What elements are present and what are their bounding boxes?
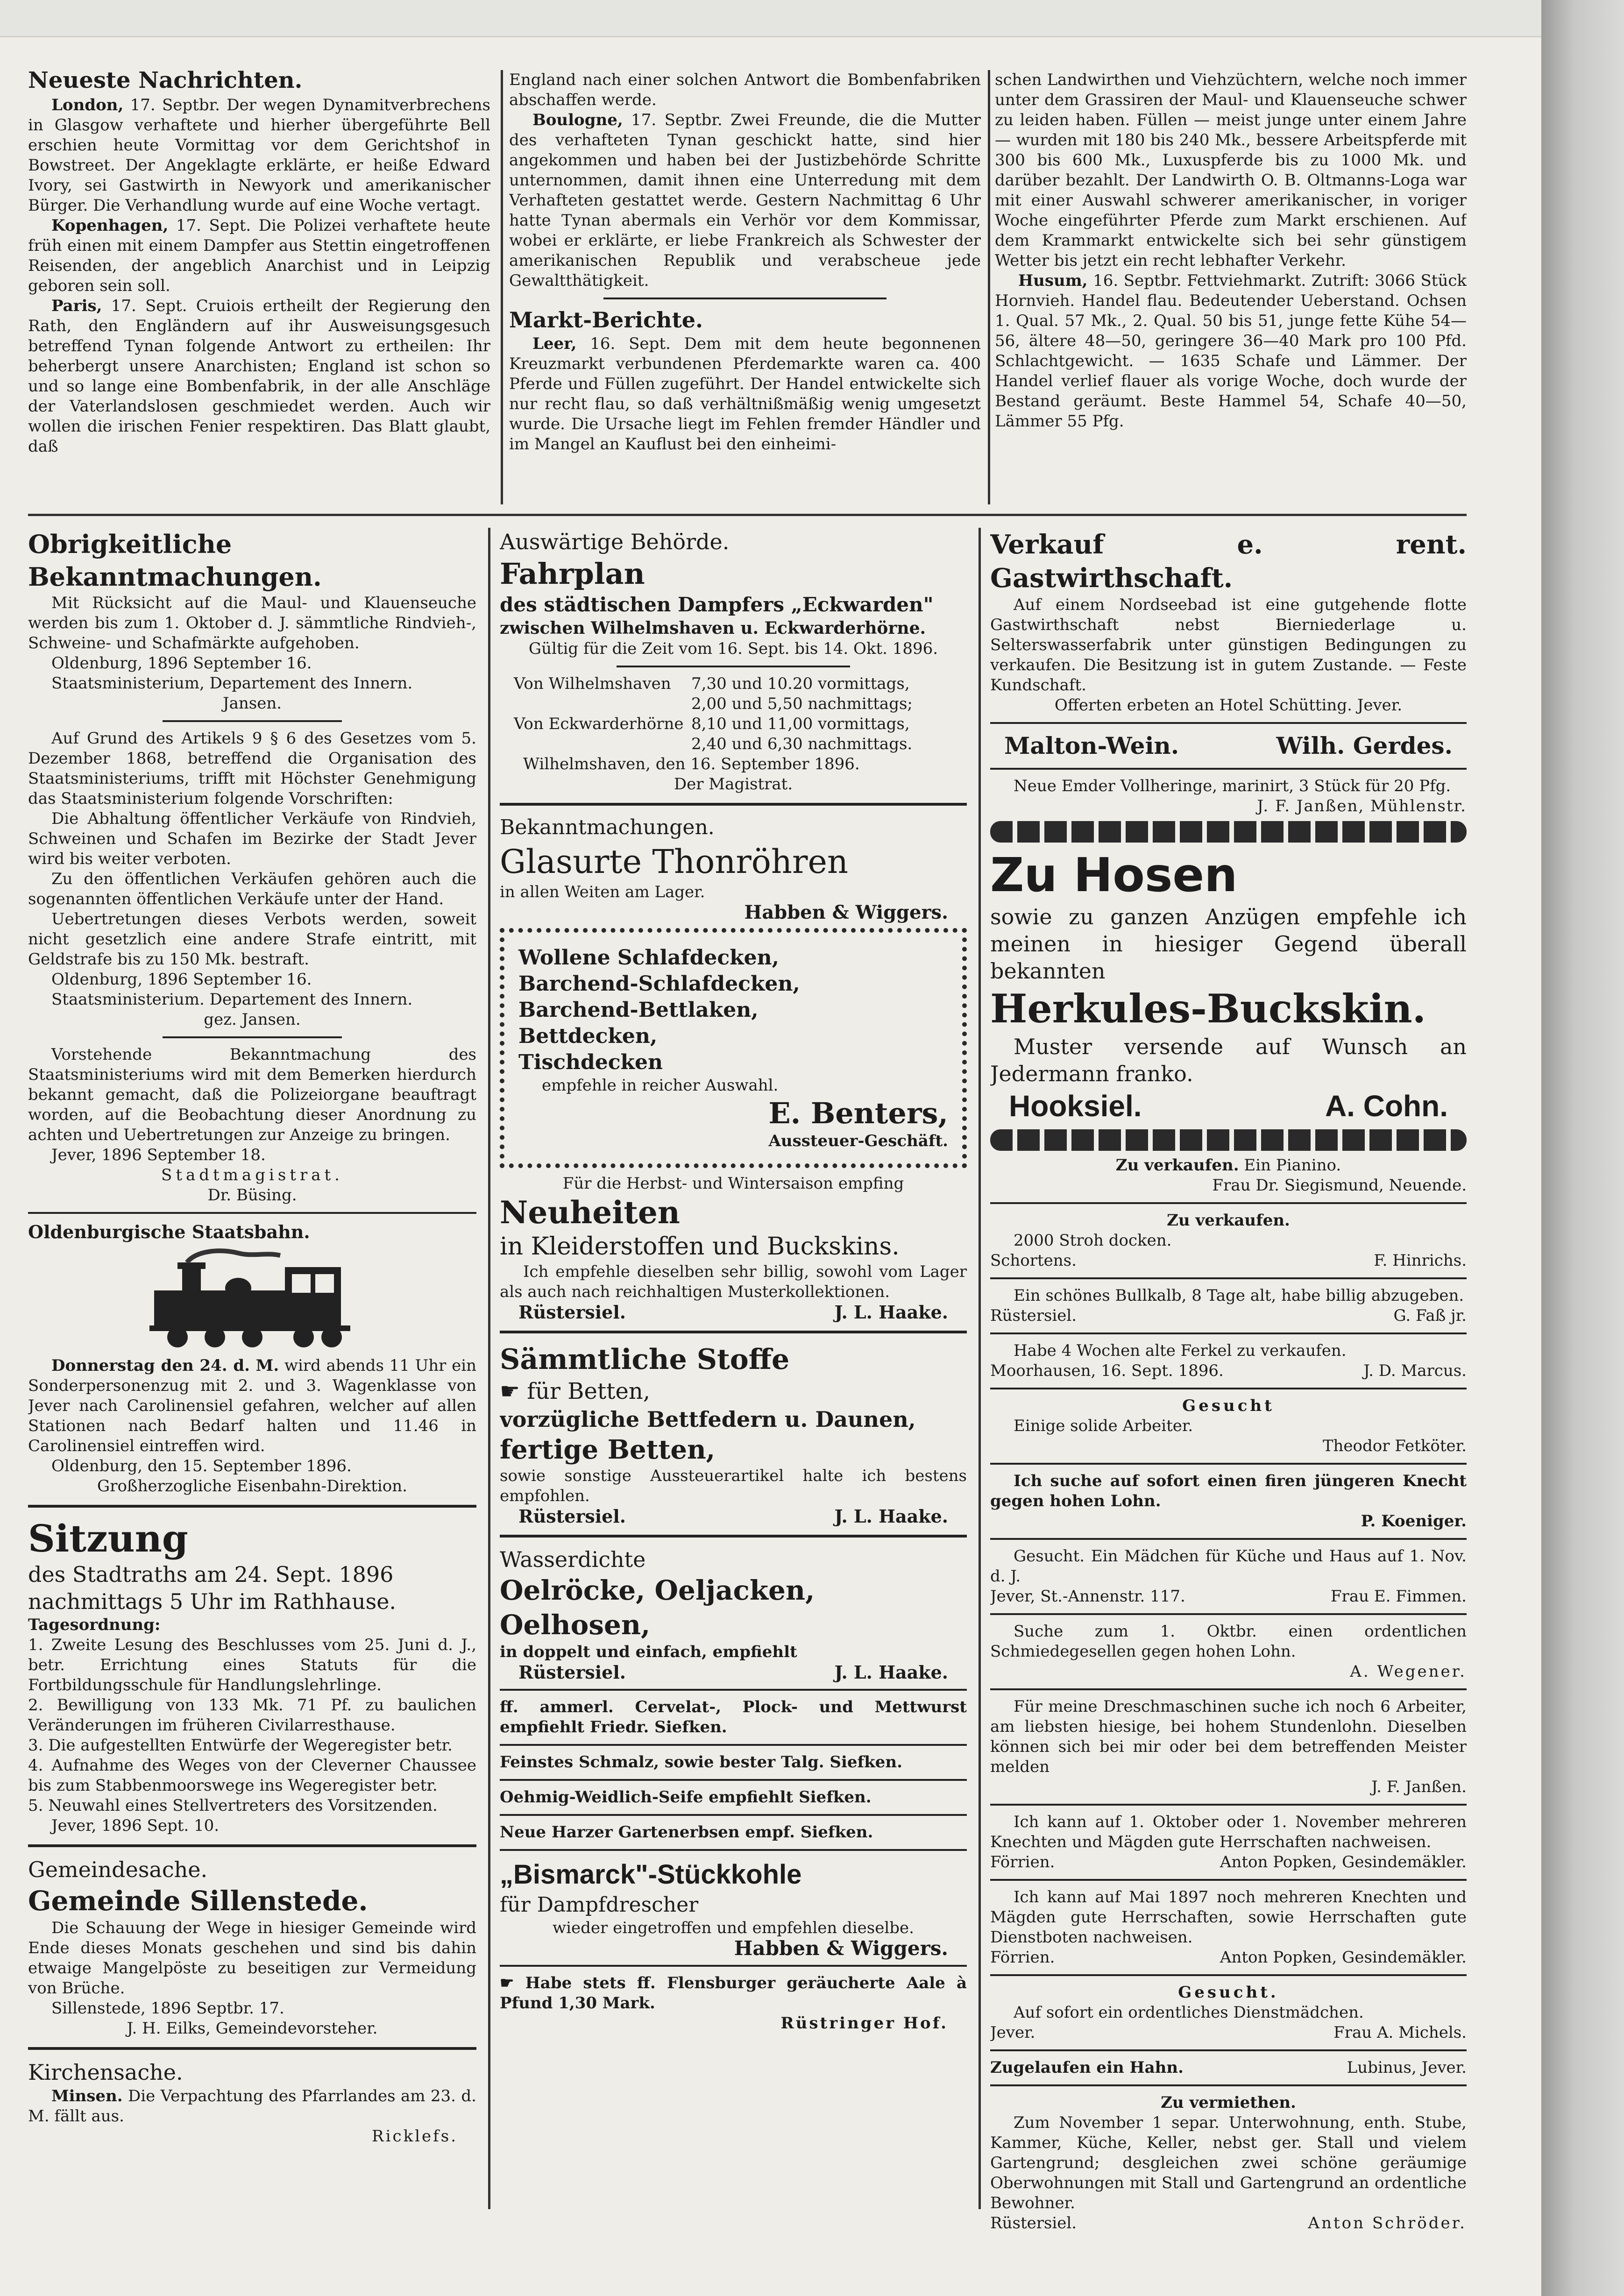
divider: [163, 1036, 342, 1038]
market-heading: Markt-Berichte.: [509, 307, 703, 333]
ad-place: Förrien.: [990, 1948, 1055, 1967]
page-binding-edge: [1541, 0, 1624, 2296]
ornament-border: [990, 1129, 1467, 1151]
pipes-text: in allen Weiten am Lager.: [500, 883, 705, 901]
small-ad: [990, 1812, 1467, 1872]
ad-text: Einige solide Arbeiter.: [1014, 1417, 1193, 1435]
ad-signature: Anton Schröder.: [1308, 2214, 1467, 2232]
oil-text: in doppelt und einfach, empfiehlt: [500, 1643, 797, 1661]
ad-text: Auf sofort ein ordentliches Dienstmädchen.: [1014, 2003, 1364, 2022]
meeting-line2: nachmittags 5 Uhr im Rathhause.: [28, 1589, 397, 1614]
small-ad: [990, 1286, 1467, 1326]
ad-text: Ich kann auf Mai 1897 noch mehreren Knechten und Mägden gute Herrschaften, sowie Herrschaften gute Dienstboten nachweisen.: [990, 1888, 1467, 1947]
news-london: London, 17. Septbr. Der wegen Dynamitverbrechens in Glasgow verhaftete und hierher übergeführte Bell erschien heute Vormittag vor dem Gerichtshof in Bowstreet. Der Angeklagte erklärte, er heiße Edward Ivory, sei Gastwirth in Newyork und amerikanischer Bürger. Die Verhandlung wurde auf eine Woche vertagt.: [28, 96, 490, 215]
church-text: Minsen. Die Verpachtung des Pfarrlandes am 23. d. M. fällt aus.: [28, 2087, 476, 2126]
notice2-intro: Auf Grund des Artikels 9 § 6 des Gesetzes vom 5. Dezember 1868, betreffend die Organisation des Staatsministeriums, trifft mit Höchster Genehmigung das Staatsministerium folgende Vorschriften:: [28, 729, 476, 808]
section-divider: [28, 514, 1467, 516]
divider: [500, 1744, 967, 1746]
ads-heading: Bekanntmachungen.: [500, 815, 715, 839]
ad-head: Zu verkaufen.: [1115, 1156, 1239, 1175]
church-signer: Ricklefs.: [372, 2127, 458, 2146]
ad-text: Ein schönes Bullkalb, 8 Tage alt, habe billig abzugeben.: [1014, 1286, 1464, 1305]
small-ad: [990, 1471, 1467, 1531]
notice2-penalty: Uebertretungen dieses Verbots werden, soweit nicht gesetzlich eine andere Strafe eintritt, mit Geldstrafe bis zu 150 Mk. bestraft.: [28, 910, 476, 969]
divider: [28, 1505, 476, 1508]
trousers-title: Zu Hosen: [990, 848, 1238, 902]
coal-title: „Bismarck"-Stückkohle: [500, 1859, 802, 1890]
notice1-text: Mit Rücksicht auf die Maul- und Klauenseuche werden bis zum 1. Oktober d. J. sämmtliche Rindvieh-, Schweine- und Schafmärkte aufgehoben.: [28, 594, 476, 652]
blanket-item: Wollene Schlafdecken,: [518, 946, 779, 970]
novelties-sub: in Kleiderstoffen und Buckskins.: [500, 1233, 900, 1261]
ad-text: Ich kann auf 1. Oktober oder 1. November mehreren Knechten und Mägden gute Herrschaften nachweisen.: [990, 1813, 1467, 1851]
divider: [990, 1332, 1467, 1334]
blankets-firm-sub: Aussteuer-Geschäft.: [768, 1132, 948, 1150]
malt-product: Malton-Wein.: [1004, 732, 1179, 759]
divider: [990, 1463, 1467, 1465]
divider: [500, 1779, 967, 1781]
divider: [990, 2084, 1467, 2086]
blankets-text: empfehle in reicher Auswahl.: [542, 1076, 779, 1095]
divider: [28, 1212, 476, 1214]
trousers-product: Herkules-Buckskin.: [990, 985, 1426, 1032]
place: Rüstersiel.: [518, 1662, 626, 1683]
news-copenhagen: Kopenhagen, 17. Sept. Die Polizei verhaftete heute früh einen mit einem Dampfer aus Stettin eingetroffenen Reisenden, der angeblich Anarchist und in Leipzig geboren sein soll.: [28, 216, 490, 295]
news-heading: Neueste Nachrichten.: [28, 67, 303, 93]
firm: J. L. Haake.: [834, 1302, 948, 1323]
timetable-times: 7,30 und 10.20 vormittags,: [691, 674, 910, 693]
agenda-heading: Tagesordnung:: [28, 1616, 161, 1634]
notice2-date: Oldenburg, 1896 September 16.: [51, 970, 312, 989]
ad-text: Zugelaufen ein Hahn.: [990, 2058, 1184, 2077]
ad-signature: F. Hinrichs.: [1374, 1251, 1467, 1270]
meeting-title: Sitzung: [28, 1516, 188, 1560]
fabrics-line3: fertige Betten,: [500, 1434, 716, 1465]
tavern-contact: Offerten erbeten an Hotel Schütting. Jever.: [1054, 696, 1403, 715]
small-ad: [990, 1396, 1467, 1456]
ad-text: Zum November 1 separ. Unterwohnung, enth. Stube, Kammer, Küche, Keller, nebst ger. Stall und vielem Gartengrund; desgleichen zwei schöne geräumige Oberwohnungen mit Stall und Gartengrund an ordentliche Bewohner.: [990, 2113, 1467, 2212]
meeting-date: Jever, 1896 Sept. 10.: [51, 1816, 220, 1835]
ad-signature: Frau E. Fimmen.: [1330, 1587, 1467, 1606]
community-heading: Gemeindesache.: [28, 1857, 208, 1882]
notice1-date: Oldenburg, 1896 September 16.: [51, 654, 312, 673]
oil-line2: Oelhosen,: [500, 1609, 651, 1641]
divider: [990, 1804, 1467, 1806]
community-date: Sillenstede, 1896 Septbr. 17.: [51, 1999, 284, 2018]
top-column-1: [28, 65, 490, 504]
right-column: [990, 528, 1467, 2256]
ad-signature: P. Koeniger.: [1361, 1512, 1467, 1531]
divider: [500, 1849, 967, 1851]
small-ad: [990, 2093, 1467, 2233]
ad-text: Suche zum 1. Oktbr. einen ordentlichen Schmiedegesellen gegen hohen Lohn.: [990, 1622, 1467, 1661]
ad-signature: J. F. Janßen.: [1371, 1778, 1467, 1796]
ad-text: Für meine Dreschmaschinen suche ich noch 6 Arbeiter, am liebsten hiesige, bei hohem Stundenlohn. Dieselben können sich bei mir oder bei dem betreffenden Meister melden: [990, 1697, 1467, 1776]
divider: [28, 1844, 476, 1847]
trousers-text: sowie zu ganzen Anzügen empfehle ich meinen in hiesiger Gegend überall bekannten: [990, 904, 1467, 984]
left-column: [28, 528, 476, 2256]
divider: [500, 1965, 967, 1967]
community-title: Gemeinde Sillenstede.: [28, 1885, 368, 1917]
malt-ad: [990, 730, 1467, 761]
market-husum: Husum, 16. Septbr. Fettviehmarkt. Zutrift: 3066 Stück Hornvieh. Handel flau. Bedeutender Ueberstand. Ochsen 1. Qual. 57 Mk., 2. Qual. 50 bis 51, junge fette Kühe 54—56, ältere 48—50, geringere 36—40 Mark pro 100 Pfd. Schlachtgewicht. — 1635 Schafe und Lämmer. Der Handel verlief flauer als vorige Woche, doch wurde der Bestand geräumt. Beste Hammel 54, Schafe 40—50, Lämmer 55 Pfg.: [995, 271, 1467, 431]
timetable-times: 2,00 und 5,50 nachmittags;: [691, 694, 913, 713]
divider: [500, 1814, 967, 1816]
agenda-item: 1. Zweite Lesung des Beschlusses vom 25. Juni d. J., betr. Errichtung eines Statuts für die Fortbildungsschule für Handlungslehrlinge.: [28, 1636, 476, 1694]
agenda-item: 5. Neuwahl eines Stellvertreters des Vorsitzenden.: [28, 1796, 438, 1815]
small-ad: [990, 1697, 1467, 1797]
timetable-row: [514, 674, 967, 714]
timetable-origin: Von Eckwarderhörne: [514, 715, 684, 733]
oil-line1: Oelröcke, Oeljacken,: [500, 1574, 815, 1606]
peas-ad: Neue Harzer Gartenerbsen empf. Siefken.: [500, 1823, 873, 1842]
ad-head: Zu verkaufen.: [1167, 1211, 1290, 1230]
ornament-border: [990, 821, 1467, 843]
small-ad: [990, 1622, 1467, 1682]
fabrics-line2: vorzügliche Bettfedern u. Daunen,: [500, 1407, 916, 1432]
ad-head: Gesucht: [1182, 1396, 1275, 1415]
divider: [500, 1331, 967, 1333]
timetable-validity: Gültig für die Zeit vom 16. Sept. bis 14. Okt. 1896.: [528, 639, 938, 658]
agenda-item: 3. Die aufgestellten Entwürfe der Wegeregister betr.: [28, 1736, 453, 1755]
ad-place: Rüstersiel.: [990, 2214, 1077, 2232]
place: Rüstersiel.: [518, 1506, 626, 1527]
trousers-signature: [990, 1087, 1467, 1125]
divider: [500, 803, 967, 806]
novelties-signature: [500, 1302, 967, 1322]
blankets-ad-frame: [500, 928, 967, 1168]
tavern-text: Auf einem Nordseebad ist eine gutgehende flotte Gastwirthschaft nebst Bierniederlage u. Selterswasserfabrik unter günstigen Bedingungen zu verkaufen. Die Besitzung ist in gutem Zustande. — Feste Kundschaft.: [990, 595, 1467, 694]
ad-signature: Lubinus, Jever.: [1347, 2058, 1467, 2077]
foreign-authority-heading: Auswärtige Behörde.: [500, 529, 730, 554]
railway-heading: Oldenburgische Staatsbahn.: [28, 1221, 310, 1242]
railway-signer: Großherzogliche Eisenbahn-Direktion.: [97, 1477, 407, 1495]
divider: [500, 1689, 967, 1691]
official-heading: Obrigkeitliche Bekanntmachungen.: [28, 529, 322, 592]
notice3-authority: Stadtmagistrat.: [161, 1166, 343, 1184]
blankets-firm: E. Benters,: [768, 1096, 948, 1130]
small-ad: [990, 1546, 1467, 1607]
news-paris: Paris, 17. Sept. Cruiois ertheilt der Regierung den Rath, den Engländern auf ihr Ausweisungsgesuch betreffend Tynan folgende Antwort zu ertheilen: Ihr beherbergt unsere Anarchisten; England ist schon so und so lange eine Bombenfabrik, in der alle Anschläge der Vaterlandslosen geschmiedet werden. Auch wir wollen die irischen Fenier respektiren. Das Blatt glaubt, daß: [28, 297, 490, 456]
ad-place: Schortens.: [990, 1251, 1077, 1270]
trousers-text2: Muster versende auf Wunsch an Jedermann franko.: [990, 1034, 1467, 1086]
column-divider-2: [979, 528, 981, 2209]
oil-pre: Wasserdichte: [500, 1547, 646, 1572]
small-ad: [990, 1155, 1467, 1196]
blanket-item: Barchend-Bettlaken,: [518, 998, 759, 1022]
ad-text: 2000 Stroh docken.: [1014, 1231, 1172, 1250]
notice3-text: Vorstehende Bekanntmachung des Staatsministeriums wird mit dem Bemerken hierdurch bekannt gemacht, daß die Polizeiorgane beauftragt worden, auf die Beobachtung dieser Anordnung zu achten und Uebertretungen zur Anzeige zu bringen.: [28, 1045, 476, 1144]
ad-text: Ein Pianino.: [1244, 1156, 1341, 1175]
notice2-rule1: Die Abhaltung öffentlicher Verkäufe von Rindvieh, Schweinen und Schafen im Bezirke der Stadt Jever wird bis weiter verboten.: [28, 809, 476, 868]
ad-text: Ich suche auf sofort einen firen jüngeren Knecht gegen hohen Lohn.: [990, 1472, 1467, 1510]
top-column-3: [995, 70, 1467, 504]
divider: [617, 666, 850, 667]
top-divider-1: [501, 70, 503, 504]
fabrics-line1: ☛ für Betten,: [500, 1378, 651, 1404]
meeting-line1: des Stadtraths am 24. Sept. 1896: [28, 1562, 394, 1587]
column-divider-1: [488, 528, 490, 2209]
blanket-item: Barchend-Schlafdecken,: [518, 972, 800, 996]
place: Hooksiel.: [1009, 1089, 1142, 1123]
blanket-item: Bettdecken,: [518, 1024, 658, 1048]
divider: [990, 1879, 1467, 1881]
fabrics-title: Sämmtliche Stoffe: [500, 1343, 790, 1376]
top-divider-2: [988, 70, 990, 504]
novelties-text: Ich empfehle dieselben sehr billig, sowohl vom Lager als auch nach reichhaltigen Musterkollektionen.: [500, 1262, 967, 1301]
notice2-rule2: Zu den öffentlichen Verkäufen gehören auch die sogenannten öffentlichen Verkäufe unter der Hand.: [28, 870, 476, 908]
top-column-2: [509, 70, 981, 504]
divider: [500, 1535, 967, 1538]
eel-firm: Rüstringer Hof.: [780, 2014, 948, 2033]
ad-head: Zu vermiethen.: [1161, 2093, 1296, 2112]
coal-text: wieder eingetroffen und empfehlen dieselbe.: [553, 1919, 914, 1937]
ad-text: Habe 4 Wochen alte Ferkel zu verkaufen.: [1014, 1341, 1347, 1360]
oil-signature: [500, 1662, 967, 1682]
ad-signature: J. D. Marcus.: [1363, 1361, 1467, 1380]
timetable-times: 2,40 und 6,30 nachmittags.: [691, 735, 913, 753]
railway-date: Oldenburg, den 15. September 1896.: [51, 1457, 352, 1475]
firm: A. Cohn.: [1325, 1089, 1448, 1123]
ad-place: Förrien.: [990, 1853, 1055, 1871]
ad-signature: Anton Popken, Gesindemäkler.: [1220, 1948, 1467, 1967]
small-ad: [990, 1983, 1467, 2043]
divider: [990, 1974, 1467, 1976]
divider: [990, 768, 1467, 770]
ad-head: Gesucht.: [1178, 1983, 1279, 2002]
sausage-ad: ff. ammerl. Cervelat-, Plock- und Mettwurst empfiehlt Friedr. Siefken.: [500, 1698, 967, 1736]
church-heading: Kirchensache.: [28, 2060, 183, 2085]
divider: [990, 1388, 1467, 1389]
ad-place: Jever.: [990, 2023, 1035, 2042]
coal-sub: für Dampfdrescher: [500, 1893, 699, 1917]
small-ad: [990, 2058, 1467, 2078]
news-england-cont: England nach einer solchen Antwort die Bombenfabriken abschaffen werde.: [509, 71, 981, 109]
ad-text: Gesucht. Ein Mädchen für Küche und Haus auf 1. Nov. d. J.: [990, 1547, 1467, 1586]
small-ad: [990, 1887, 1467, 1968]
agenda-item: 4. Aufnahme des Weges von der Cleverner Chaussee bis zum Stabbenmoorswege ins Wegeregister betr.: [28, 1756, 476, 1795]
locomotive-icon: [145, 1248, 360, 1351]
notice1-authority: Staatsministerium, Departement des Innern.: [51, 674, 413, 693]
eel-ad: ☛ Habe stets ff. Flensburger geräucherte Aale à Pfund 1,30 Mark.: [500, 1974, 967, 2013]
market-leer: Leer, 16. Sept. Dem mit dem heute begonnenen Kreuzmarkt verbundenen Pferdemarkte waren ca. 400 Pferde und Füllen zugeführt. Der Handel entwickelte sich nur recht flau, so daß verhältnißmäßig wenig umgesetzt wurde. Die Ursache liegt im Fehlen fremder Händler und im Mangel an Kauflust bei den einheimi-: [509, 334, 981, 454]
tavern-title: Verkauf e. rent. Gastwirthschaft.: [990, 529, 1467, 594]
pointing-hand-icon: ☛: [500, 1974, 525, 1992]
timetable-origin: Von Wilhelmshaven: [514, 674, 671, 693]
news-boulogne: Boulogne, 17. Septbr. Zwei Freunde, die die Mutter des verhafteten Tynan geschickt hatte, sind hier angekommen und haben bei der Justizbehörde Schritte unternommen, damit ihnen eine Unterredung mit dem Verhafteten gestattet werde. Gestern Nachmittag 6 Uhr hatte Tynan abermals ein Verhör vor dem Kommissar, wobei er erklärte, er liebe Frankreich als Schwester der amerikanischen Republik und verabscheue jede Gewaltthätigkeit.: [509, 111, 981, 290]
herring-text: Neue Emder Vollheringe, marinirt, 3 Stück für 20 Pfg.: [1014, 777, 1451, 795]
firm: J. L. Haake.: [834, 1506, 948, 1527]
middle-column: [500, 528, 967, 2256]
agenda-item: 2. Bewilligung von 133 Mk. 71 Pf. zu baulichen Veränderungen im früheren Civilarresthause.: [28, 1696, 476, 1735]
divider: [990, 1613, 1467, 1615]
lard-ad: Feinstes Schmalz, sowie bester Talg. Siefken.: [500, 1753, 902, 1772]
timetable-date: Wilhelmshaven, den 16. September 1896.: [523, 755, 860, 773]
notice3-date: Jever, 1896 September 18.: [51, 1146, 266, 1164]
timetable-sub1: des städtischen Dampfers „Eckwarden": [500, 593, 934, 616]
divider: [990, 1688, 1467, 1690]
ad-signature: Frau A. Michels.: [1333, 2023, 1467, 2042]
soap-ad: Oehmig-Weidlich-Seife empfiehlt Siefken.: [500, 1788, 872, 1807]
ad-place: Jever, St.-Annenstr. 117.: [990, 1587, 1185, 1606]
community-signer: J. H. Eilks, Gemeindevorsteher.: [127, 2019, 378, 2038]
divider: [990, 1538, 1467, 1540]
ad-signature: G. Faß jr.: [1393, 1306, 1467, 1325]
newspaper-page: [0, 37, 1541, 2296]
notice3-signer: Dr. Büsing.: [207, 1186, 297, 1205]
ad-signature: A. Wegener.: [1350, 1662, 1467, 1681]
community-text: Die Schauung der Wege in hiesiger Gemeinde wird Ende dieses Monats geschehen und sind bis dahin etwaige Mangelpöste zu beseitigen zur Vermeidung von Brüche.: [28, 1919, 476, 1998]
railway-text: Donnerstag den 24. d. M. wird abends 11 Uhr ein Sonderpersonenzug mit 2. und 3. Wagenklasse von Jever nach Carolinensiel gefahren, welcher auf allen Stationen nach Bedarf halten und 11.46 in Carolinensiel eintreffen wird.: [28, 1356, 476, 1455]
firm: J. L. Haake.: [834, 1662, 948, 1683]
pipes-firm: Habben & Wiggers.: [744, 901, 948, 923]
ad-signature: Anton Popken, Gesindemäkler.: [1220, 1853, 1467, 1871]
malt-firm: Wilh. Gerdes.: [1276, 732, 1453, 759]
fabrics-signature: [500, 1506, 967, 1526]
small-ad: [990, 1211, 1467, 1271]
novelties-pre: Für die Herbst- und Wintersaison empfing: [562, 1174, 904, 1193]
market-leer-cont: schen Landwirthen und Viehzüchtern, welche noch immer unter dem Grassiren der Maul- und Klauenseuche schwer zu leiden haben. Füllen — meist junge unter einem Jahre — wurden mit 180 bis 240 Mk., bessere Arbeitspferde mit 300 bis 600 Mk., Luxuspferde bis zu 1000 Mk. und darüber bezahlt. Der Landwirth O. B. Oltmanns-Loga war mit einer Auswahl schwerer amerikanischer, in voriger Woche eingeführter Pferde zum Markt erschienen. Auf dem Krammarkt entwickelte sich bei sehr günstigem Wetter bis jetzt ein recht lebhafter Verkehr.: [995, 71, 1467, 270]
divider: [990, 2049, 1467, 2051]
timetable-signer: Der Magistrat.: [674, 775, 793, 794]
notice1-signer: Jansen.: [222, 694, 282, 713]
pointing-hand-icon: ☛: [500, 1378, 527, 1404]
divider: [990, 722, 1467, 724]
fabrics-text: sowie sonstige Aussteuerartikel halte ich bestens empfohlen.: [500, 1467, 967, 1505]
timetable-times: 8,10 und 11,00 vormittags,: [691, 715, 910, 733]
divider: [990, 1202, 1467, 1204]
timetable-sub2: zwischen Wilhelmshaven u. Eckwarderhörne.: [500, 618, 926, 638]
divider: [163, 720, 342, 722]
timetable-title: Fahrplan: [500, 557, 645, 591]
coal-firm: Habben & Wiggers.: [734, 1937, 948, 1960]
divider: [990, 1277, 1467, 1279]
novelties-title: Neuheiten: [500, 1194, 680, 1231]
notice2-authority: Staatsministerium. Departement des Innern.: [51, 990, 413, 1009]
divider: [28, 2047, 476, 2050]
small-ad: [990, 1341, 1467, 1381]
ad-place: Rüstersiel.: [990, 1306, 1077, 1325]
timetable-row: [514, 714, 967, 754]
ad-place: Moorhausen, 16. Sept. 1896.: [990, 1361, 1224, 1380]
ad-signature: Theodor Fetköter.: [1322, 1437, 1467, 1455]
ad-signature: Frau Dr. Siegismund, Neuende.: [1212, 1176, 1467, 1195]
herring-firm: J. F. Janßen, Mühlenstr.: [1257, 797, 1467, 815]
place: Rüstersiel.: [518, 1302, 626, 1323]
pipes-title: Glasurte Thonröhren: [500, 843, 848, 881]
divider: [603, 298, 886, 299]
blanket-item: Tischdecken: [518, 1050, 663, 1074]
notice2-signer: gez. Jansen.: [204, 1010, 301, 1029]
